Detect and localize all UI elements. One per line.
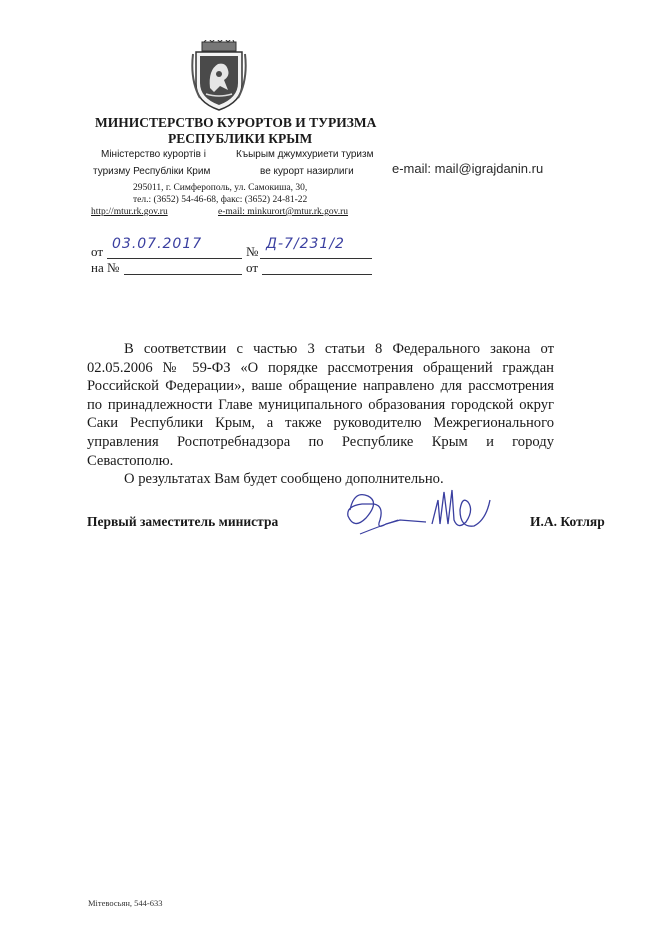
reference-date-label: от <box>246 260 259 275</box>
ministry-title-line2: РЕСПУБЛИКИ КРЫМ <box>168 131 313 146</box>
handwritten-number: Д-7/231/2 <box>266 236 345 252</box>
handwritten-signature <box>340 480 500 545</box>
body-paragraph-1: В соответствии с частью 3 статьи 8 Федерального закона от 02.05.2006 № 59-ФЗ «О порядке рассмотрения обращений граждан Российской Федерации», ваше обращение направлено для рассмотрения по принадлежности Главе муниципального образования городской округ Саки Республики Крым, а также руководителю Межрегионального управления Роспотребнадзора по Республике Крым и городу Севастополю. <box>87 341 554 469</box>
date-label: от <box>91 244 104 259</box>
ministry-website-link[interactable]: http://mtur.rk.gov.ru <box>91 207 168 217</box>
recipient-email: e-mail: mail@igrajdanin.ru <box>392 161 544 176</box>
signatory-position: Первый заместитель министра <box>87 514 279 529</box>
ministry-address: 295011, г. Симферополь, ул. Самокиша, 30, <box>133 183 308 193</box>
date-line <box>107 258 242 259</box>
signatory-name: И.А. Котляр <box>530 514 605 529</box>
ministry-phones: тел.: (3652) 54-46-68, факс: (3652) 24-81-22 <box>133 195 308 205</box>
handwritten-date: 03.07.2017 <box>112 236 203 252</box>
ukrainian-name-line1: Міністерство курортів і <box>101 149 206 160</box>
crimean-tatar-name-line2: ве курорт назирлиги <box>260 166 354 177</box>
crimea-coat-of-arms-icon <box>190 40 248 112</box>
ukrainian-name-line2: туризму Республіки Крим <box>93 166 211 177</box>
crimean-tatar-name-line1: Къырым джумхуриети туризм <box>236 149 374 160</box>
reference-number-line <box>124 274 242 275</box>
number-label: № <box>246 244 259 259</box>
ministry-email-link[interactable]: e-mail: minkurort@mtur.rk.gov.ru <box>218 207 349 217</box>
reference-date-line <box>262 274 372 275</box>
body-paragraph-2: О результатах Вам будет сообщено дополнительно. <box>124 471 444 488</box>
letter-body <box>87 340 554 489</box>
reference-label: на № <box>91 260 120 275</box>
executor-note: Мітевосьян, 544-633 <box>88 898 163 908</box>
number-line <box>260 258 372 259</box>
ministry-title-line1: МИНИСТЕРСТВО КУРОРТОВ И ТУРИЗМА <box>95 115 377 130</box>
